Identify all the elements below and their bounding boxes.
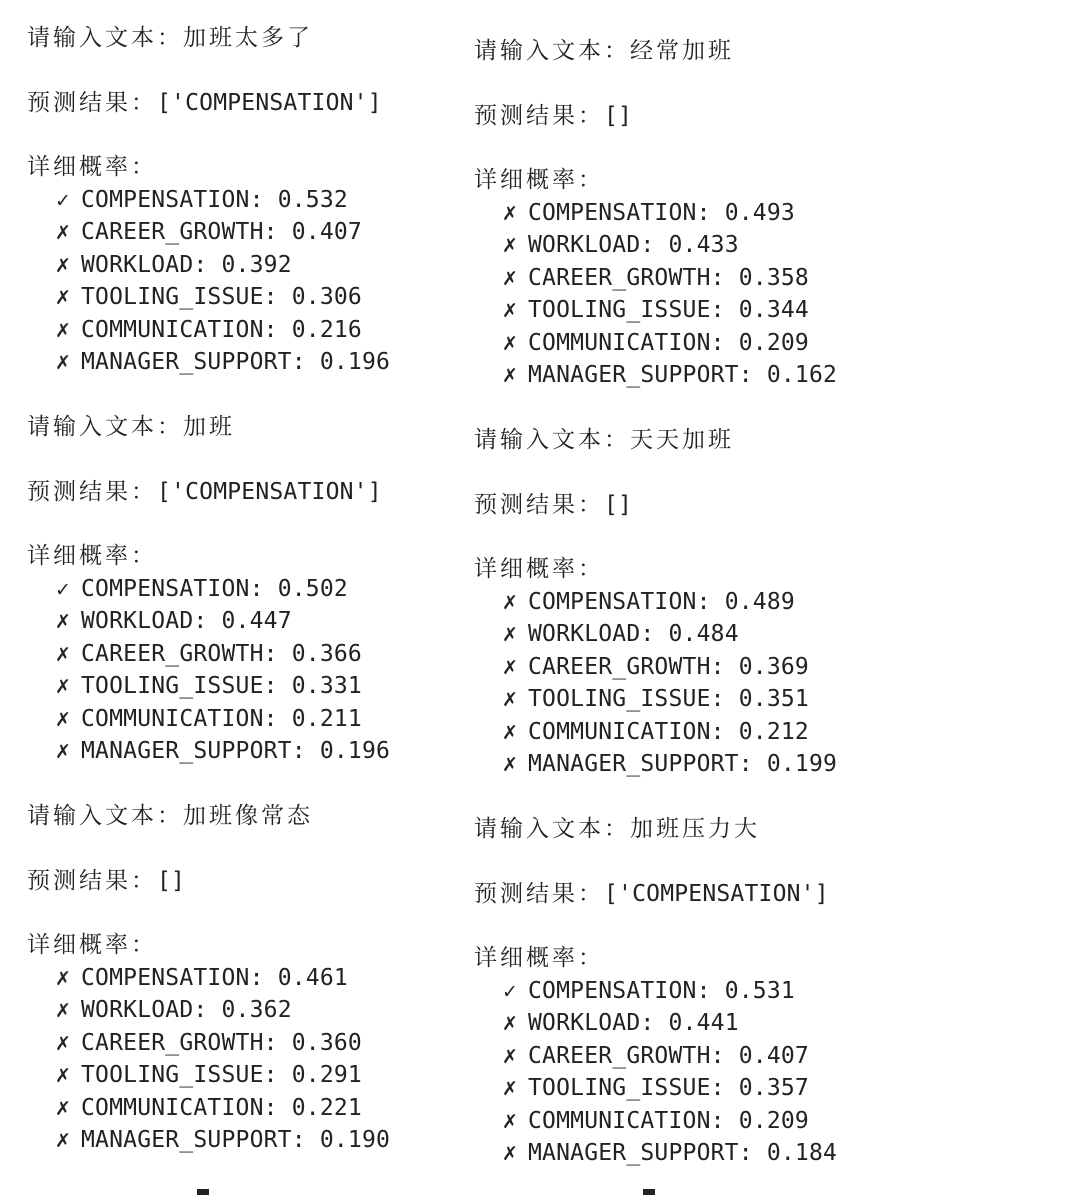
probability-row: [502, 1040, 809, 1072]
details-header: [27, 151, 157, 183]
probability-value: 0.196: [319, 349, 391, 375]
cross-mark-icon: ✗: [55, 255, 72, 277]
probability-value: 0.447: [221, 608, 292, 634]
details-label: 详细概率：: [27, 543, 157, 569]
category-label: WORKLOAD: [528, 621, 641, 647]
probability-row: [502, 1072, 809, 1104]
separator: :: [263, 1095, 292, 1121]
prediction-line: [27, 865, 185, 897]
cross-mark-icon: ✗: [502, 333, 519, 355]
cross-mark-icon: ✗: [55, 1000, 72, 1022]
category-label: WORKLOAD: [528, 232, 641, 258]
probability-row: [502, 716, 809, 748]
probability-value: 0.211: [291, 706, 362, 732]
probability-row: [55, 735, 390, 767]
prediction-line: [474, 100, 632, 132]
cross-mark-icon: ✗: [55, 968, 72, 990]
input-text: 加班: [183, 414, 235, 440]
probability-value: 0.212: [738, 719, 809, 745]
probability-value: 0.358: [738, 265, 809, 291]
cross-mark-icon: ✗: [55, 1065, 72, 1087]
separator: :: [696, 589, 725, 615]
probability-value: 0.351: [738, 686, 809, 712]
probability-row: [55, 1059, 362, 1091]
input-line: [27, 411, 235, 443]
separator: :: [640, 621, 669, 647]
input-line: [27, 800, 313, 832]
probability-row: [55, 184, 348, 216]
category-label: CAREER_GROWTH: [81, 641, 264, 667]
input-text: 加班像常态: [183, 803, 313, 829]
cross-mark-icon: ✗: [55, 611, 72, 633]
probability-value: 0.360: [291, 1030, 362, 1056]
cross-mark-icon: ✗: [55, 644, 72, 666]
category-label: COMPENSATION: [528, 589, 697, 615]
probability-value: 0.344: [738, 297, 809, 323]
category-label: COMPENSATION: [528, 978, 697, 1004]
probability-value: 0.407: [291, 219, 362, 245]
probability-row: [502, 262, 809, 294]
cross-mark-icon: ✗: [502, 235, 519, 257]
prediction-value: []: [604, 103, 633, 129]
prediction-line: [27, 87, 382, 119]
separator: :: [263, 706, 292, 732]
probability-value: 0.357: [738, 1075, 809, 1101]
category-label: COMPENSATION: [81, 965, 250, 991]
prediction-line: [27, 476, 382, 508]
details-label: 详细概率：: [474, 167, 604, 193]
cross-mark-icon: ✗: [502, 689, 519, 711]
category-label: WORKLOAD: [81, 252, 194, 278]
probability-value: 0.392: [221, 252, 292, 278]
separator: :: [710, 686, 739, 712]
probability-row: [55, 573, 348, 605]
category-label: COMMUNICATION: [528, 719, 711, 745]
cross-mark-icon: ✗: [502, 1013, 519, 1035]
cross-mark-icon: ✗: [502, 657, 519, 679]
prediction-label: 预测结果：: [474, 492, 604, 518]
separator: :: [710, 654, 739, 680]
probability-row: [55, 249, 292, 281]
probability-row: [502, 651, 809, 683]
input-text: 加班压力大: [630, 816, 760, 842]
cross-mark-icon: ✗: [502, 1046, 519, 1068]
separator: :: [710, 330, 739, 356]
probability-row: [502, 294, 809, 326]
details-header: [474, 942, 604, 974]
cross-mark-icon: ✗: [55, 1098, 72, 1120]
check-mark-icon: ✓: [55, 579, 72, 601]
output-column-left: [27, 22, 547, 1189]
separator: :: [249, 576, 278, 602]
input-line: [474, 424, 734, 456]
cross-mark-icon: ✗: [55, 1130, 72, 1152]
separator: :: [291, 349, 320, 375]
prediction-line: [474, 489, 632, 521]
probability-row: [55, 670, 362, 702]
cross-mark-icon: ✗: [55, 320, 72, 342]
cross-mark-icon: ✗: [502, 754, 519, 776]
prediction-block: [27, 22, 547, 411]
probability-value: 0.291: [291, 1062, 362, 1088]
probability-row: [55, 281, 362, 313]
prediction-block: [474, 35, 994, 424]
probability-row: [55, 994, 292, 1026]
category-label: COMPENSATION: [81, 576, 250, 602]
input-line: [474, 813, 760, 845]
probability-value: 0.433: [668, 232, 739, 258]
separator: :: [249, 965, 278, 991]
prediction-line: [474, 878, 829, 910]
separator: :: [263, 317, 292, 343]
probability-row: [502, 1007, 739, 1039]
probability-row: [502, 359, 837, 391]
probability-value: 0.216: [291, 317, 362, 343]
prediction-label: 预测结果：: [474, 881, 604, 907]
separator: :: [193, 252, 222, 278]
separator: :: [263, 219, 292, 245]
category-label: CAREER_GROWTH: [81, 219, 264, 245]
details-label: 详细概率：: [474, 945, 604, 971]
input-text: 加班太多了: [183, 25, 313, 51]
probability-row: [55, 703, 362, 735]
category-label: CAREER_GROWTH: [81, 1030, 264, 1056]
probability-value: 0.502: [277, 576, 348, 602]
cross-mark-icon: ✗: [502, 592, 519, 614]
category-label: CAREER_GROWTH: [528, 1043, 711, 1069]
details-label: 详细概率：: [27, 932, 157, 958]
category-label: COMMUNICATION: [81, 1095, 264, 1121]
details-label: 详细概率：: [474, 556, 604, 582]
separator: :: [710, 719, 739, 745]
cross-mark-icon: ✗: [502, 268, 519, 290]
output-column-right: [474, 35, 994, 1202]
category-label: CAREER_GROWTH: [528, 654, 711, 680]
probability-row: [55, 346, 390, 378]
probability-row: [55, 216, 362, 248]
separator: :: [640, 232, 669, 258]
probability-value: 0.199: [766, 751, 838, 777]
separator: :: [249, 187, 278, 213]
probability-value: 0.162: [766, 362, 838, 388]
category-label: COMPENSATION: [528, 200, 697, 226]
probability-value: 0.369: [738, 654, 809, 680]
prediction-value: ['COMPENSATION']: [157, 479, 382, 505]
separator: :: [738, 362, 767, 388]
cross-mark-icon: ✗: [502, 203, 519, 225]
separator: :: [263, 673, 292, 699]
separator: :: [696, 978, 725, 1004]
separator: :: [640, 1010, 669, 1036]
cross-mark-icon: ✗: [55, 741, 72, 763]
prediction-block: [474, 424, 994, 813]
cross-mark-icon: ✗: [55, 676, 72, 698]
category-label: COMMUNICATION: [528, 1108, 711, 1134]
separator: :: [710, 1075, 739, 1101]
category-label: TOOLING_ISSUE: [528, 686, 711, 712]
cross-mark-icon: ✗: [55, 709, 72, 731]
probability-value: 0.489: [724, 589, 795, 615]
probability-row: [502, 683, 809, 715]
input-line: [27, 22, 313, 54]
separator: :: [193, 608, 222, 634]
probability-value: 0.196: [319, 738, 391, 764]
details-label: 详细概率：: [27, 154, 157, 180]
probability-row: [502, 748, 837, 780]
category-label: COMMUNICATION: [81, 706, 264, 732]
cross-mark-icon: ✗: [502, 722, 519, 744]
prediction-label: 预测结果：: [27, 90, 157, 116]
prediction-value: []: [157, 868, 186, 894]
probability-value: 0.407: [738, 1043, 809, 1069]
cross-mark-icon: ✗: [502, 1143, 519, 1165]
cross-mark-icon: ✗: [55, 352, 72, 374]
separator: :: [263, 284, 292, 310]
probability-row: [55, 314, 362, 346]
prediction-value: ['COMPENSATION']: [604, 881, 829, 907]
probability-row: [502, 1137, 837, 1169]
probability-row: [55, 1124, 390, 1156]
probability-row: [502, 327, 809, 359]
probability-value: 0.366: [291, 641, 362, 667]
input-prompt-label: 请输入文本：: [27, 803, 183, 829]
input-text: 经常加班: [630, 38, 734, 64]
cross-mark-icon: ✗: [55, 287, 72, 309]
prediction-block: [27, 411, 547, 800]
probability-value: 0.461: [277, 965, 348, 991]
category-label: MANAGER_SUPPORT: [81, 349, 292, 375]
input-prompt-label: 请输入文本：: [474, 38, 630, 64]
category-label: TOOLING_ISSUE: [528, 1075, 711, 1101]
separator: :: [193, 997, 222, 1023]
separator: :: [710, 1108, 739, 1134]
cross-mark-icon: ✗: [502, 1111, 519, 1133]
probability-value: 0.209: [738, 330, 809, 356]
probability-value: 0.190: [319, 1127, 391, 1153]
terminal-cursor-right: [643, 1189, 655, 1195]
probability-row: [55, 962, 348, 994]
separator: :: [291, 738, 320, 764]
separator: :: [263, 641, 292, 667]
probability-value: 0.306: [291, 284, 362, 310]
input-text: 天天加班: [630, 427, 734, 453]
category-label: WORKLOAD: [81, 997, 194, 1023]
probability-value: 0.441: [668, 1010, 739, 1036]
input-prompt-label: 请输入文本：: [27, 414, 183, 440]
probability-value: 0.493: [724, 200, 795, 226]
probability-row: [55, 1027, 362, 1059]
cross-mark-icon: ✗: [502, 365, 519, 387]
details-header: [27, 929, 157, 961]
check-mark-icon: ✓: [55, 190, 72, 212]
probability-value: 0.331: [291, 673, 362, 699]
probability-row: [502, 975, 795, 1007]
prediction-block: [474, 813, 994, 1202]
details-header: [474, 164, 604, 196]
probability-value: 0.531: [724, 978, 795, 1004]
probability-value: 0.221: [291, 1095, 362, 1121]
input-prompt-label: 请输入文本：: [27, 25, 183, 51]
category-label: TOOLING_ISSUE: [81, 1062, 264, 1088]
cross-mark-icon: ✗: [502, 300, 519, 322]
separator: :: [738, 751, 767, 777]
details-header: [474, 553, 604, 585]
category-label: CAREER_GROWTH: [528, 265, 711, 291]
input-prompt-label: 请输入文本：: [474, 816, 630, 842]
terminal-cursor-left: [197, 1189, 209, 1195]
prediction-label: 预测结果：: [474, 103, 604, 129]
probability-row: [55, 638, 362, 670]
category-label: TOOLING_ISSUE: [528, 297, 711, 323]
input-prompt-label: 请输入文本：: [474, 427, 630, 453]
separator: :: [710, 1043, 739, 1069]
probability-row: [502, 618, 739, 650]
separator: :: [710, 297, 739, 323]
probability-row: [55, 1092, 362, 1124]
category-label: TOOLING_ISSUE: [81, 673, 264, 699]
probability-value: 0.209: [738, 1108, 809, 1134]
probability-value: 0.532: [277, 187, 348, 213]
input-line: [474, 35, 734, 67]
probability-row: [502, 197, 795, 229]
category-label: WORKLOAD: [528, 1010, 641, 1036]
probability-row: [502, 586, 795, 618]
probability-value: 0.484: [668, 621, 739, 647]
probability-row: [55, 605, 292, 637]
separator: :: [263, 1030, 292, 1056]
category-label: COMMUNICATION: [81, 317, 264, 343]
category-label: COMPENSATION: [81, 187, 250, 213]
prediction-label: 预测结果：: [27, 479, 157, 505]
category-label: MANAGER_SUPPORT: [81, 1127, 292, 1153]
category-label: MANAGER_SUPPORT: [528, 751, 739, 777]
category-label: WORKLOAD: [81, 608, 194, 634]
probability-value: 0.362: [221, 997, 292, 1023]
probability-row: [502, 1105, 809, 1137]
separator: :: [738, 1140, 767, 1166]
category-label: COMMUNICATION: [528, 330, 711, 356]
prediction-value: ['COMPENSATION']: [157, 90, 382, 116]
check-mark-icon: ✓: [502, 981, 519, 1003]
separator: :: [710, 265, 739, 291]
cross-mark-icon: ✗: [55, 1033, 72, 1055]
probability-row: [502, 229, 739, 261]
category-label: MANAGER_SUPPORT: [528, 362, 739, 388]
details-header: [27, 540, 157, 572]
category-label: TOOLING_ISSUE: [81, 284, 264, 310]
probability-value: 0.184: [766, 1140, 838, 1166]
cross-mark-icon: ✗: [55, 222, 72, 244]
category-label: MANAGER_SUPPORT: [528, 1140, 739, 1166]
cross-mark-icon: ✗: [502, 1078, 519, 1100]
category-label: MANAGER_SUPPORT: [81, 738, 292, 764]
separator: :: [291, 1127, 320, 1153]
separator: :: [263, 1062, 292, 1088]
separator: :: [696, 200, 725, 226]
prediction-label: 预测结果：: [27, 868, 157, 894]
prediction-value: []: [604, 492, 633, 518]
prediction-block: [27, 800, 547, 1189]
cross-mark-icon: ✗: [502, 624, 519, 646]
